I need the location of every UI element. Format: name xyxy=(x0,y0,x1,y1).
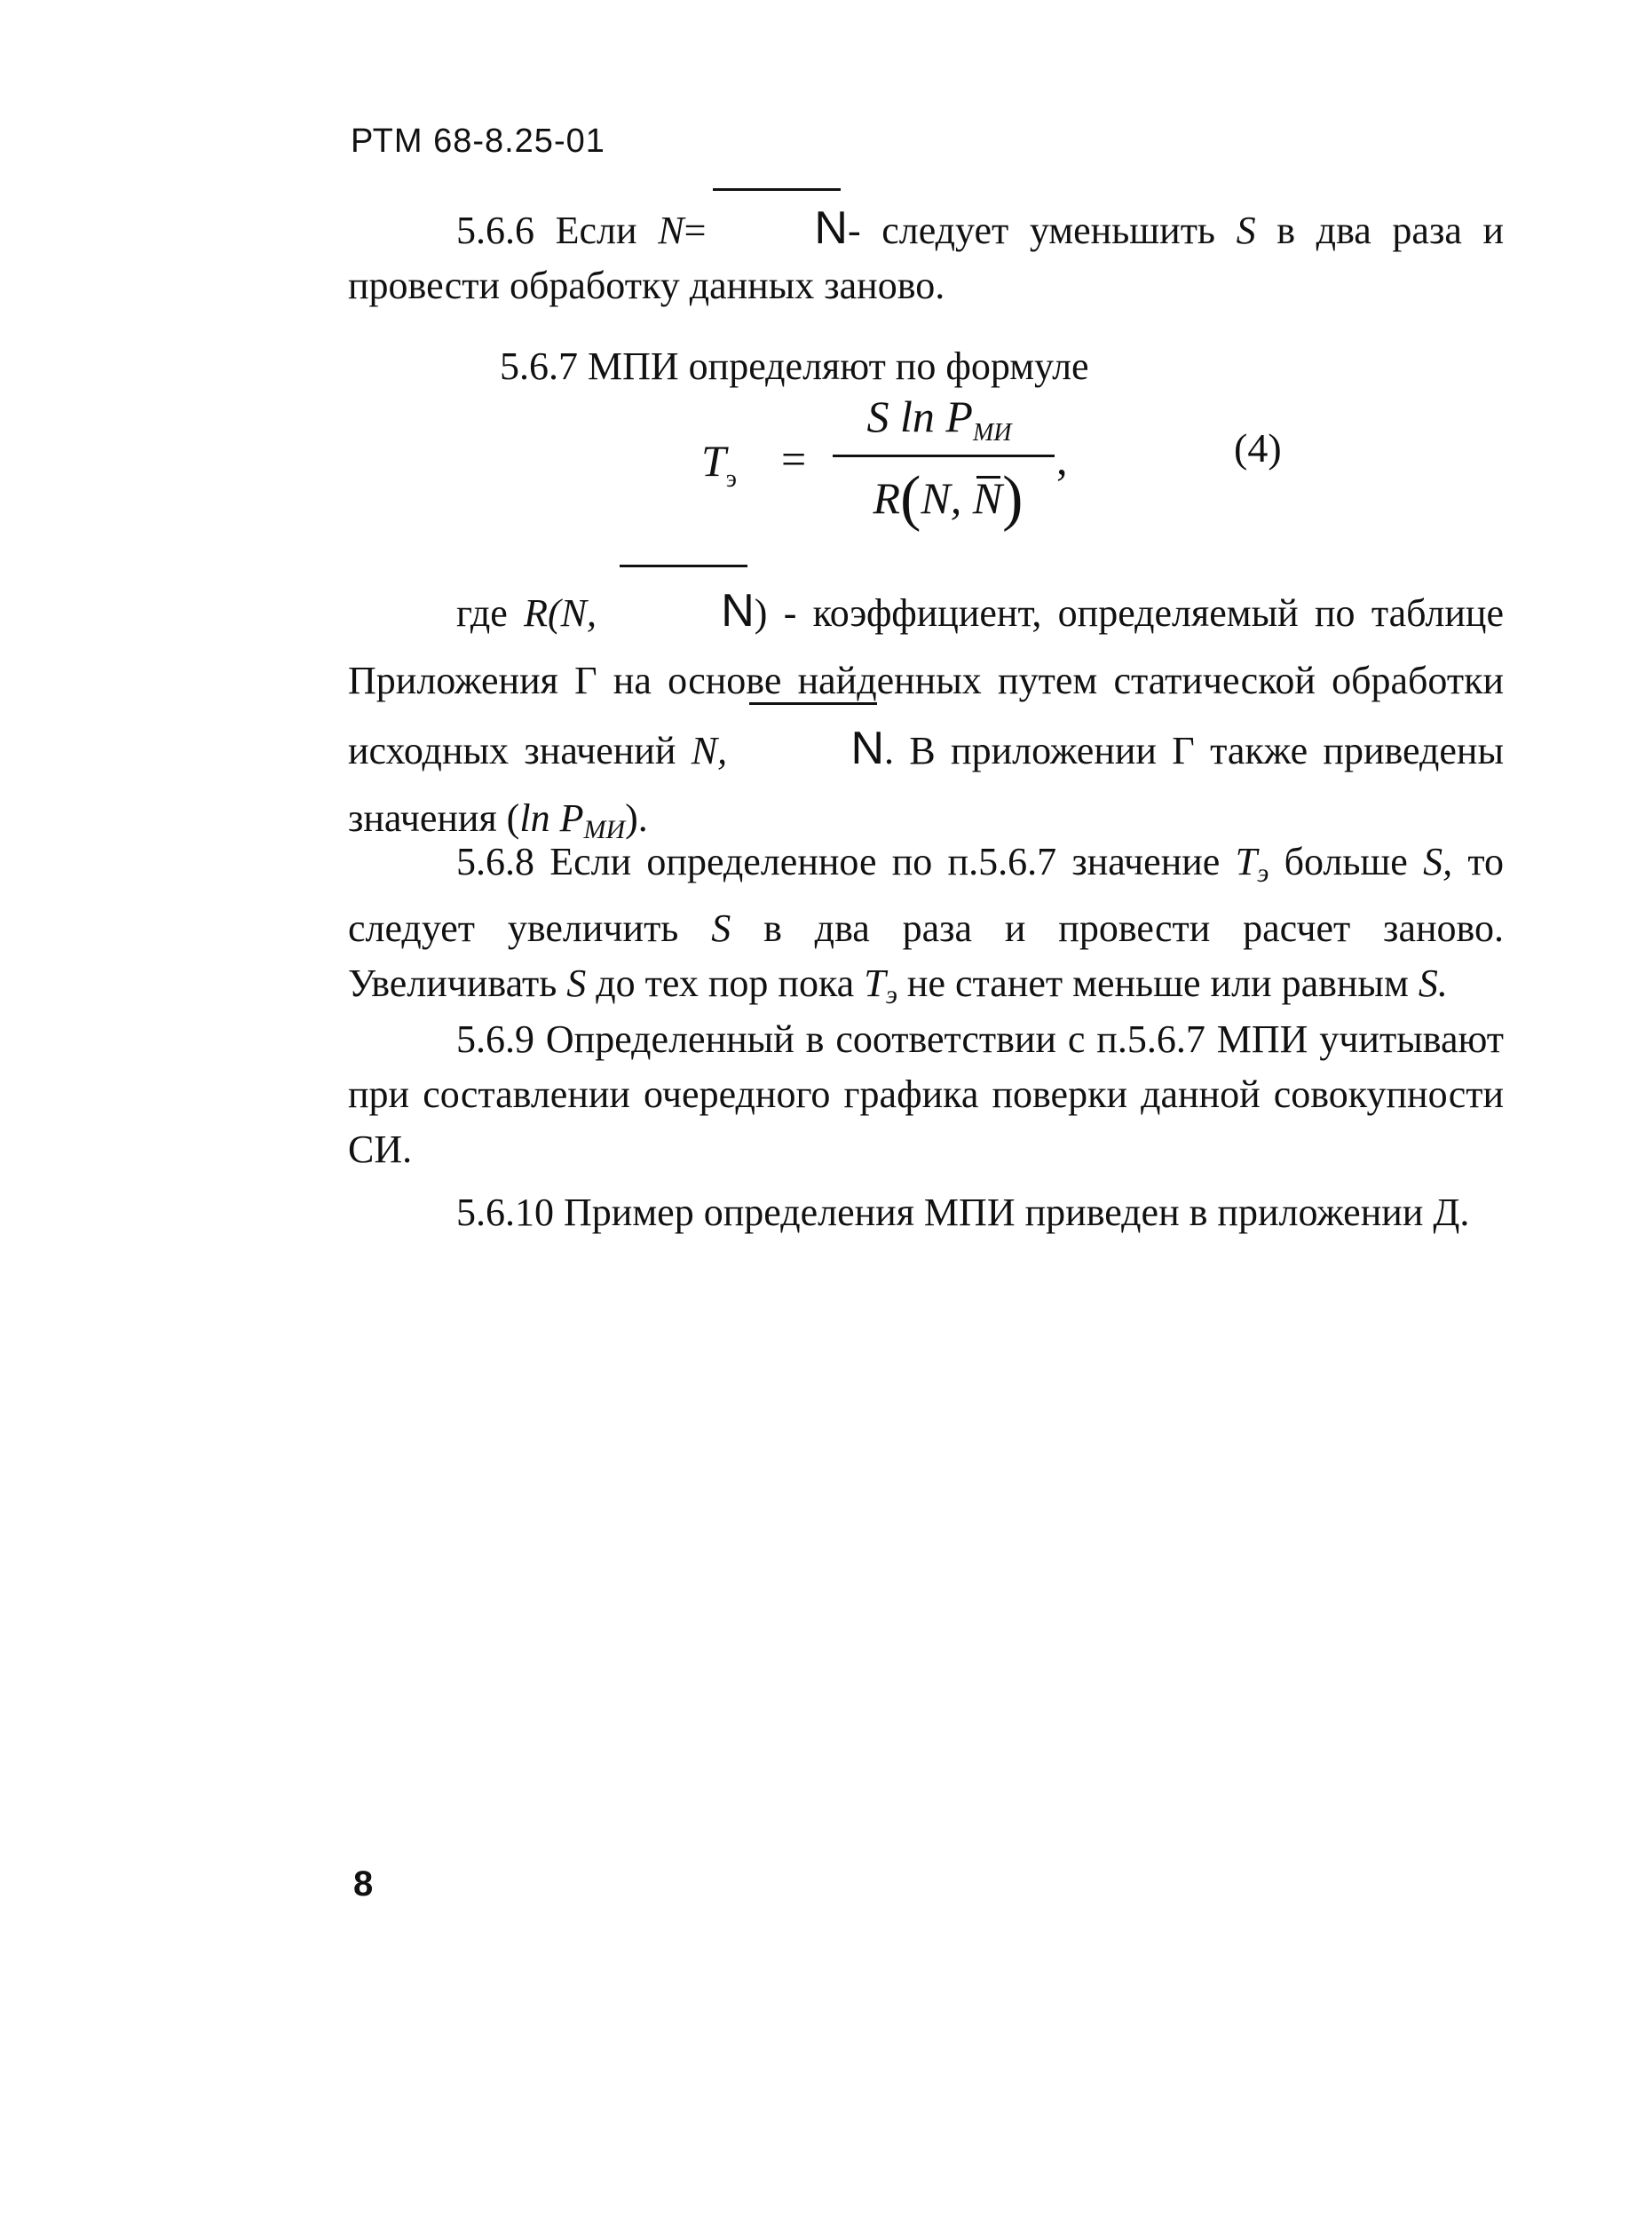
document-code: РТМ 68-8.25-01 xyxy=(351,123,605,160)
variable-n: N xyxy=(658,209,684,252)
paragraph-5-6-6 xyxy=(348,201,1504,313)
equals-sign: = xyxy=(684,209,707,252)
paragraph-5-6-7-where: где R(N, N) - коэффициент, определяемый по таблице Приложения Г на основе найденных путем статической обработки исходных значений N, N. В приложении Г также приведены значения (ln $P_{МИ}$). xyxy=(348,577,1504,864)
formula-equals: = xyxy=(781,434,807,484)
fraction-bar xyxy=(833,455,1055,457)
variable-n-bar: N xyxy=(706,201,848,256)
paragraph-5-6-10: 5.6.10 Пример определения МПИ приведен в приложении Д. xyxy=(456,1191,1470,1234)
formula-numerator: S $\ln P_{МИ}$ xyxy=(866,392,1012,447)
formula-denominator: R(N, N) xyxy=(873,464,1024,533)
variable-s: S xyxy=(1236,209,1256,252)
formula-comma: , xyxy=(1056,434,1068,484)
text: в два раза и провести обработку данных заново. xyxy=(348,209,1505,307)
variable-n-bar: N xyxy=(742,715,884,782)
variable-n-bar: N xyxy=(613,577,755,645)
paragraph-5-6-8: 5.6.8 Если определенное по п.5.6.7 значение $T_э$ больше S, то следует увеличить S в два раза и провести расчет заново. Увеличивать S до тех пор пока $T_э$ не станет меньше или равным S. xyxy=(348,840,1505,1009)
formula-4 xyxy=(701,391,1323,559)
paragraph-5-6-9: 5.6.9 Определенный в соответствии с п.5.6.7 МПИ учитывают при составлении очередного графика поверки данной совокупности СИ. xyxy=(348,1017,1504,1171)
paragraph-number: 5.6.6 xyxy=(456,209,534,252)
paragraph-5-6-7: 5.6.7 МПИ определяют по формуле xyxy=(500,344,1089,388)
text: Если xyxy=(555,209,637,252)
text: - следует уменьшить xyxy=(847,209,1215,252)
page-number: 8 xyxy=(353,1864,374,1903)
formula-lhs: $T_э$ xyxy=(701,436,737,493)
equation-number: (4) xyxy=(1234,425,1282,471)
